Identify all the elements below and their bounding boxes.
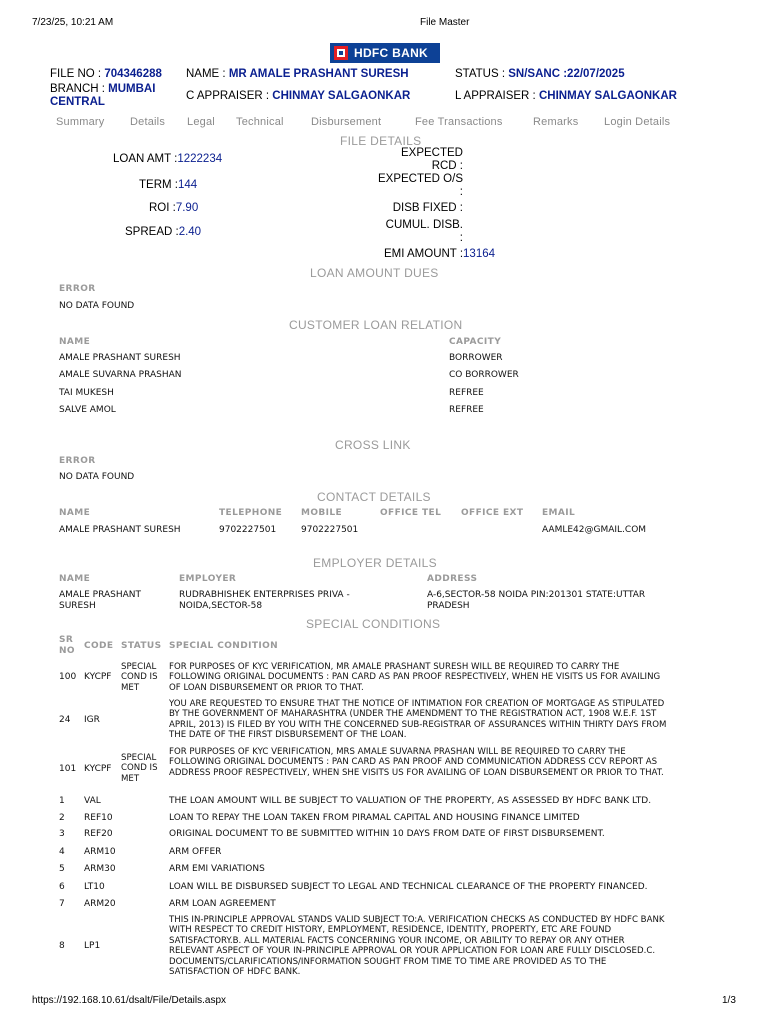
- sc-row-code: KYCPF: [84, 764, 112, 774]
- sc-row-condition: ARM OFFER: [169, 847, 222, 857]
- branch-value-line2: CENTRAL: [50, 96, 105, 108]
- relation-row-capacity: REFREE: [449, 388, 484, 398]
- emi-amount: [384, 248, 495, 260]
- spread: [125, 226, 201, 238]
- name-value: MR AMALE PRASHANT SURESH: [228, 68, 409, 80]
- sc-row-code: REF20: [84, 829, 113, 839]
- sc-row-code: LT10: [84, 882, 105, 892]
- sc-row-condition: LOAN WILL BE DISBURSED SUBJECT TO LEGAL AND TECHNICAL CLEARANCE OF THE PROPERTY FINANCED.: [169, 882, 648, 892]
- sc-condition-header: SPECIAL CONDITION: [169, 641, 279, 651]
- sc-row-condition: ORIGINAL DOCUMENT TO BE SUBMITTED WITHIN 10 DAYS FROM DATE OF FIRST DISBURSEMENT.: [169, 829, 605, 839]
- cross-link-no-data: NO DATA FOUND: [59, 472, 135, 482]
- file-no: [50, 68, 162, 80]
- sc-row-condition: THIS IN-PRINCIPLE APPROVAL STANDS VALID SUBJECT TO:A. VERIFICATION CHECKS AS CONDUCTED BY HDFC BANK WITH RESPECT TO CREDIT HISTORY, EMPLOYMENT, RESIDENCE, IDENTITY, PROPERTY, ETC ARE FOUND SATISFACTORY.B. ALL MATERIAL FACTS CONCERNING YOUR INCOME, OR ABILITY TO REPAY OR ANY OTHER RELEVANT ASPECT OF YOUR IN-PRINCIPLE APPROVAL OR YOUR APPLICATION FOR LOAN ARE FULLY DISCLOSED.C. DOCUMENTS/CLARIFICATIONS/INFORMATION SOUGHT FROM TIME TO TIME ARE PROVIDED AS TO THE SATISFACTION OF HDFC BANK.: [169, 915, 665, 978]
- sc-row-code: IGR: [84, 715, 100, 725]
- term: [139, 179, 197, 191]
- employer-row-address-line2: PRADESH: [427, 601, 470, 611]
- l-appraiser: [455, 90, 677, 102]
- employer-row-employer-line2: NOIDA,SECTOR-58: [179, 601, 263, 611]
- loan-dues-error-header: ERROR: [59, 284, 96, 294]
- cross-link-error-header: ERROR: [59, 456, 96, 466]
- relation-row-name: TAI MUKESH: [59, 388, 114, 398]
- print-datetime: 7/23/25, 10:21 AM: [32, 17, 114, 28]
- sc-row-sr: 24: [59, 715, 71, 725]
- status-value: SN/SANC :22/07/2025: [508, 68, 625, 80]
- relation-name-header: NAME: [59, 337, 91, 347]
- roi-value: 7.90: [175, 202, 199, 214]
- customer-loan-relation-title: CUSTOMER LOAN RELATION: [289, 318, 463, 332]
- branch: [50, 83, 155, 95]
- contact-name: AMALE PRASHANT SURESH: [59, 525, 181, 535]
- sc-row-code: ARM20: [84, 899, 116, 909]
- cross-link-title: CROSS LINK: [335, 438, 411, 452]
- sc-row-status: SPECIAL COND IS MET: [121, 753, 158, 784]
- loan-dues-no-data: NO DATA FOUND: [59, 301, 135, 311]
- relation-row-capacity: REFREE: [449, 405, 484, 415]
- sc-row-condition: ARM EMI VARIATIONS: [169, 864, 265, 874]
- sc-row-sr: 5: [59, 864, 65, 874]
- relation-row-name: AMALE PRASHANT SURESH: [59, 353, 181, 363]
- employer-name-header: NAME: [59, 574, 91, 584]
- cumul-disb-label-line1: CUMUL. DISB.: [385, 219, 463, 231]
- sc-row-sr: 2: [59, 813, 65, 823]
- file-no-label: FILE NO :: [50, 68, 102, 80]
- sc-row-code: KYCPF: [84, 672, 112, 682]
- relation-row-capacity: CO BORROWER: [449, 370, 519, 380]
- relation-capacity-header: CAPACITY: [449, 337, 502, 347]
- expected-os-label-line2: :: [459, 186, 463, 198]
- sc-row-sr: 3: [59, 829, 65, 839]
- loan-amt: [113, 153, 222, 165]
- tab-login-details[interactable]: Login Details: [604, 116, 671, 128]
- relation-row-name: SALVE AMOL: [59, 405, 116, 415]
- loan-amt-label: LOAN AMT :: [113, 153, 178, 165]
- sc-row-condition: ARM LOAN AGREEMENT: [169, 899, 276, 909]
- emi-value: 13164: [463, 248, 496, 260]
- brand-name: HDFC BANK: [354, 46, 429, 60]
- special-conditions-title: SPECIAL CONDITIONS: [306, 617, 441, 631]
- status-label: STATUS :: [455, 68, 506, 80]
- file-status: [455, 68, 625, 80]
- roi: [149, 202, 198, 214]
- employer-employer-header: EMPLOYER: [179, 574, 237, 584]
- branch-label: BRANCH :: [50, 83, 105, 95]
- spread-value: 2.40: [178, 226, 202, 238]
- relation-row-name: AMALE SUVARNA PRASHAN: [59, 370, 182, 380]
- hdfc-logo-mark-icon: [334, 46, 348, 60]
- file-details-title: FILE DETAILS: [340, 134, 422, 148]
- print-page-number: 1/3: [722, 995, 736, 1006]
- expected-rcd-label-line2: RCD :: [431, 160, 463, 172]
- contact-name-header: NAME: [59, 508, 91, 518]
- sc-row-code: VAL: [84, 796, 101, 806]
- sc-row-sr: 6: [59, 882, 65, 892]
- term-value: 144: [177, 179, 198, 191]
- contact-telephone-header: TELEPHONE: [219, 508, 283, 518]
- tab-fee-transactions[interactable]: Fee Transactions: [415, 116, 503, 128]
- employer-row-address-line1: A-6,SECTOR-58 NOIDA PIN:201301 STATE:UTTAR: [427, 590, 646, 600]
- contact-details-title: CONTACT DETAILS: [317, 490, 431, 504]
- sc-row-sr: 8: [59, 941, 65, 951]
- emi-label: EMI AMOUNT :: [384, 248, 464, 260]
- applicant-name: [186, 68, 409, 80]
- sc-row-code: REF10: [84, 813, 113, 823]
- tab-summary[interactable]: Summary: [56, 116, 105, 128]
- contact-email-header: EMAIL: [542, 508, 576, 518]
- tab-details[interactable]: Details: [130, 116, 166, 128]
- sc-sr-header-line1: SR: [59, 635, 74, 645]
- contact-email: AAMLE42@GMAIL.COM: [542, 525, 647, 535]
- expected-rcd-label-line1: EXPECTED: [401, 147, 463, 159]
- employer-row-name-line1: AMALE PRASHANT: [59, 590, 141, 600]
- sc-row-condition: LOAN TO REPAY THE LOAN TAKEN FROM PIRAMAL CAPITAL AND HOUSING FINANCE LIMITED: [169, 813, 580, 823]
- term-label: TERM :: [139, 179, 178, 191]
- relation-row-capacity: BORROWER: [449, 353, 503, 363]
- sc-row-status: SPECIAL COND IS MET: [121, 662, 158, 693]
- loan-amt-value: 1222234: [177, 153, 223, 165]
- c-appraiser: [186, 90, 410, 102]
- c-appraiser-value: CHINMAY SALGAONKAR: [272, 90, 411, 102]
- sc-row-sr: 101: [59, 764, 77, 774]
- tab-technical[interactable]: Technical: [236, 116, 284, 128]
- contact-mobile-header: MOBILE: [301, 508, 343, 518]
- sc-row-sr: 1: [59, 796, 65, 806]
- sc-row-sr: 100: [59, 672, 77, 682]
- employer-address-header: ADDRESS: [427, 574, 478, 584]
- sc-row-sr: 7: [59, 899, 65, 909]
- sc-row-condition: FOR PURPOSES OF KYC VERIFICATION, MRS AMALE SUVARNA PRASHAN WILL BE REQUIRED TO CARRY THE FOLLOWING ORIGINAL DOCUMENTS : PAN CARD AS PAN PROOF AND COMMUNICATION ADDRESS CCV REPORT AS ADDRESS PROOF RESPECTIVELY, WHEN SHE VISITS US FOR AVAILING OF LOAN DISBURSEMENT OR PRIOR TO THAT.: [169, 747, 664, 778]
- tab-disbursement[interactable]: Disbursement: [311, 116, 382, 128]
- sc-sr-header-line2: NO: [59, 646, 75, 656]
- cumul-disb-label-line2: :: [459, 232, 463, 244]
- roi-label: ROI :: [149, 202, 176, 214]
- sc-code-header: CODE: [84, 641, 114, 651]
- sc-row-sr: 4: [59, 847, 65, 857]
- hdfc-bank-logo: [330, 43, 440, 63]
- employer-row-employer-line1: RUDRABHISHEK ENTERPRISES PRIVA -: [179, 590, 350, 600]
- expected-os-label-line1: EXPECTED O/S: [378, 173, 463, 185]
- c-appraiser-label: C APPRAISER :: [186, 90, 270, 102]
- employer-details-title: EMPLOYER DETAILS: [313, 556, 437, 570]
- contact-mobile: 9702227501: [301, 525, 359, 535]
- print-url: https://192.168.10.61/dsalt/File/Details.aspx: [32, 995, 227, 1006]
- employer-row-name-line2: SURESH: [59, 601, 96, 611]
- sc-status-header: STATUS: [121, 641, 162, 651]
- l-appraiser-value: CHINMAY SALGAONKAR: [538, 90, 677, 102]
- l-appraiser-label: L APPRAISER :: [455, 90, 536, 102]
- sc-row-condition: FOR PURPOSES OF KYC VERIFICATION, MR AMALE PRASHANT SURESH WILL BE REQUIRED TO CARRY THE FOLLOWING ORIGINAL DOCUMENTS : PAN CARD AS PAN PROOF RESPECTIVELY, WHEN HE VISITS US FOR AVAILING OF LOAN DISBURSEMENT OR PRIOR TO THAT.: [169, 662, 661, 693]
- sc-row-code: ARM30: [84, 864, 116, 874]
- print-title: File Master: [420, 17, 470, 28]
- spread-label: SPREAD :: [125, 226, 179, 238]
- loan-amount-dues-title: LOAN AMOUNT DUES: [310, 266, 439, 280]
- disb-fixed-label: DISB FIXED :: [392, 202, 463, 214]
- sc-row-condition: YOU ARE REQUESTED TO ENSURE THAT THE NOTICE OF INTIMATION FOR CREATION OF MORTGAGE AS STIPULATED BY THE GOVERNMENT OF MAHARASHTRA (UNDER THE AMENDMENT TO THE REGISTRATION ACT, 1908 W.E.F. 1ST APRIL, 2013) IS FILED BY YOU WITH THE CONCERNED SUB-REGISTRAR OF ASSURANCES WITHIN THIRTY DAYS FROM THE DATE OF THE FIRST DISBURSEMENT OF THE LOAN.: [169, 699, 667, 741]
- tab-legal[interactable]: Legal: [187, 116, 215, 128]
- sc-row-code: LP1: [84, 941, 101, 951]
- sc-row-condition: THE LOAN AMOUNT WILL BE SUBJECT TO VALUATION OF THE PROPERTY, AS ASSESSED BY HDFC BANK LTD.: [169, 796, 652, 806]
- contact-telephone: 9702227501: [219, 525, 277, 535]
- branch-value-line1: MUMBAI: [108, 83, 156, 95]
- sc-row-code: ARM10: [84, 847, 116, 857]
- name-label: NAME :: [186, 68, 226, 80]
- file-no-value: 704346288: [104, 68, 162, 80]
- contact-office-tel-header: OFFICE TEL: [380, 508, 442, 518]
- tab-remarks[interactable]: Remarks: [533, 116, 579, 128]
- contact-office-ext-header: OFFICE EXT: [461, 508, 524, 518]
